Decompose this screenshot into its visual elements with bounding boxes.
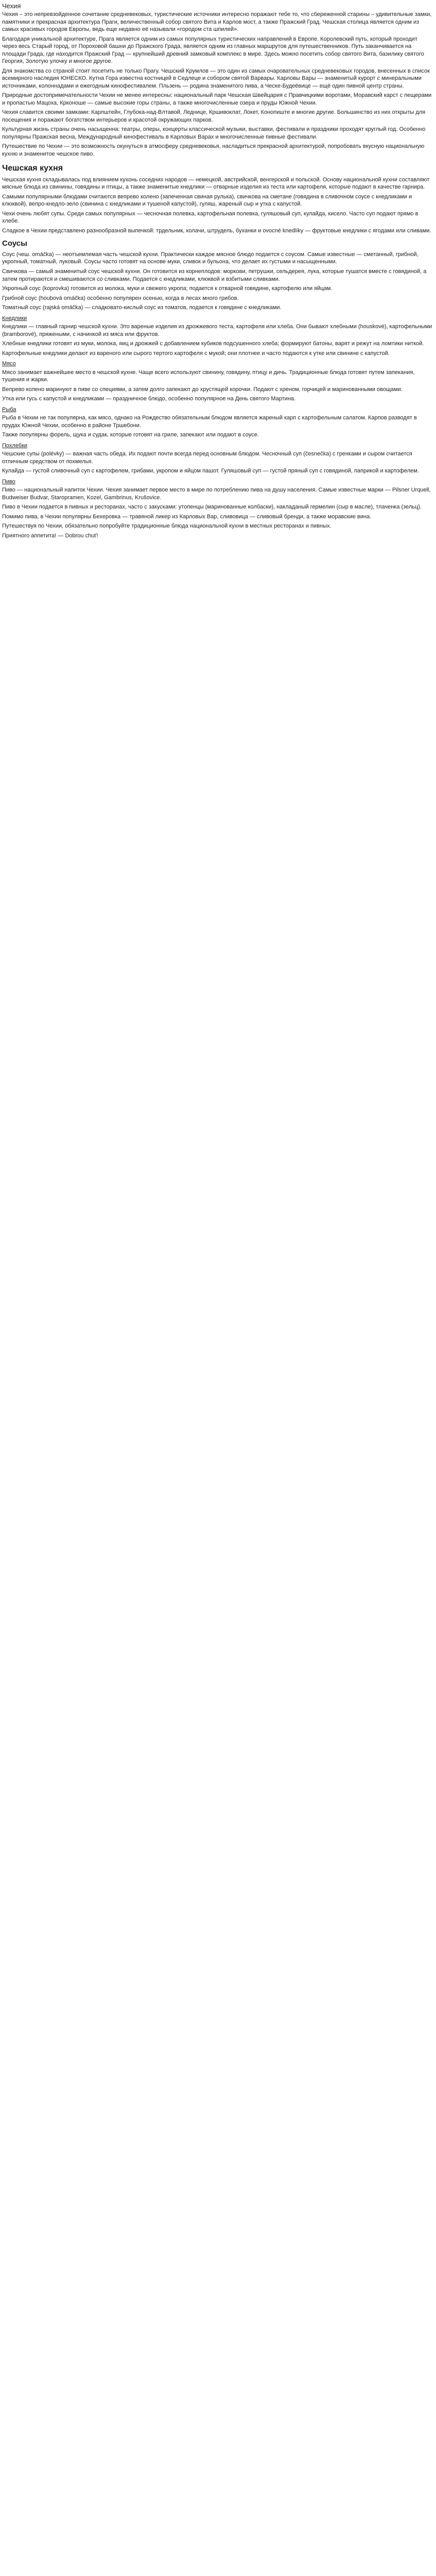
subsection-label: Рыба (2, 406, 16, 413)
cuisine-section (2, 176, 433, 235)
subsection (2, 315, 433, 358)
paragraph: Чешские супы (polévky) — важная часть обеда. Их подают почти всегда перед основным блюдом. Чесночный суп (česnečka) с гренками и сыром считается отличным средством от похмелья. (2, 451, 412, 465)
paragraph: Вепрево колено маринуют в пиве со специями, а затем долго запекают до хрустящей корочки. Подают с хреном, горчицей и маринованными овощами. (2, 386, 403, 393)
sauces-heading: Соусы (2, 239, 27, 248)
subsection-label: Похлебки (2, 442, 28, 449)
paragraph: Укропный соус (koprovka) готовится из молока, муки и свежего укропа; подается к отварной говядине, картофелю или яйцам. (2, 285, 333, 292)
closing-section (2, 522, 433, 539)
sauces-section (2, 251, 433, 312)
subsection (2, 442, 433, 475)
paragraph: Чехия – это непревзойденное сочетание средневековых, туристические источники интересно поражают тебе то, что сбереженной старины – удивительные замки, памятники и прекрасная архитектура Праги, величественный собор святого Вита и Карлов мост, а также Пражский Град. Чешская столица является одним из самых красивых городов Европы, ведь еще недавно её называли «городом ста шпилей». (2, 11, 432, 33)
subsection-label: Пиво (2, 478, 15, 485)
subsections (2, 315, 433, 521)
article (0, 0, 436, 539)
paragraph: Природные достопримечательности Чехии не менее интересны: национальный парк Чешская Швейцария с Правчицкими воротами, Моравский карст с пещерами и пропастью Мацоха, Крконоше — самые высокие горы страны, а также многочисленные озера и пруды Южной Чехии. (2, 92, 432, 106)
paragraph: Соус (чеш. omáčka) — неотъемлемая часть чешской кухни. Практически каждое мясное блюдо подается с соусом. Самые известные — сметанный, грибной, укропный, томатный, луковый. Соусы часто готовят на основе муки, сливок и бульона, что делает их густыми и насыщенными. (2, 251, 418, 265)
paragraph: Культурная жизнь страны очень насыщенна: театры, оперы, концерты классической музыки, выставки, фестивали и праздники проходят круглый год. Особенно популярны Пражская весна, Международный кинофестиваль в Карловых Варах и многочисленные пивные фестивали. (2, 126, 426, 140)
paragraph: Томатный соус (rajská omáčka) — сладковато-кислый соус из томатов, подается к говядине с кнедликами. (2, 304, 282, 311)
paragraph: Рыба в Чехии не так популярна, как мясо, однако на Рождество обязательным блюдом является жареный карп с картофельным салатом. Карпов разводят в прудах Южной Чехии, особенно в районе Тршебони. (2, 415, 417, 429)
paragraph: Грибной соус (houbová omáčka) особенно популярен осенью, когда в лесах много грибов. (2, 295, 239, 301)
cuisine-heading: Чешская кухня (2, 164, 63, 173)
paragraph: Пиво — национальный напиток Чехии. Чехия занимает первое место в мире по потреблению пива на душу населения. Самые известные марки — Pilsner Urquell, Budweiser Budvar, Staropramen, Kozel, Gambrinus, Krušovice. (2, 487, 431, 501)
page-title: Чехия (2, 2, 21, 10)
paragraph: Также популярны форель, щука и судак, которые готовят на гриле, запекают или подают в соусе. (2, 432, 259, 438)
intro-section (2, 11, 433, 158)
paragraph: Кнедлики — главный гарнир чешской кухни. Это вареные изделия из дрожжевого теста, картофеля или хлеба. Они бывают хлебными (houskové), картофельными (bramborové), пряжеными, с начинкой из мяса или фруктов. (2, 324, 432, 337)
paragraph: Чешская кухня складывалась под влиянием кухонь соседних народов — немецкой, австрийской, венгерской и польской. Основу национальной кухни составляют мясные блюда из свинины, говядины и птицы, а также знаменитые кнедлики — отварные изделия из теста или картофеля, которые подают в качестве гарнира. (2, 176, 430, 191)
paragraph: Мясо занимает важнейшее место в чешской кухне. Чаще всего используют свинину, говядину, птицу и дичь. Традиционные блюда готовят путем запекания, тушения и жарки. (2, 369, 415, 383)
paragraph: Кулайда — густой сливочный суп с картофелем, грибами, укропом и яйцом пашот. Гуляшовый суп — густой пряный суп с говядиной, паприкой и картофелем. (2, 468, 419, 474)
paragraph: Сладкое в Чехии представлено разнообразной выпечкой: трдельник, колачи, штрудель, буханки и ovocné knedlíky — фруктовые кнедлики с ягодами или сливами. (2, 227, 431, 234)
paragraph: Хлебные кнедлики готовят из муки, молока, яиц и дрожжей с добавлением кубиков подсушенного хлеба; формируют батоны, варят и режут на ломтики ниткой. (2, 341, 424, 347)
paragraph: Благодаря уникальной архитектуре, Прага является одним из самых популярных туристических направлений в Европе. Королевский путь, который проходит через весь Старый город, от Пороховой башни до Пражского Града, является одним из главных маршрутов для путешественников. Путь заканчивается на площади Града, где находится Пражский Град — крупнейший древний замковый комплекс в мире. Здесь можно посетить собор святого Вита, базилику святого Георгия, Золотую улочку и многое другое. (2, 36, 424, 65)
paragraph: Самыми популярными блюдами считаются вепрево колено (запеченная свиная рулька), свичкова на сметане (говядина в сливочном соусе с кнедликами и клюквой), вепрo-кнедло-зело (свинина с кнедликами и тушеной капустой), гуляш, жареный сыр и утка с капустой. (2, 193, 412, 208)
paragraph: Утка или гусь с капустой и кнедликами — праздничное блюдо, особенно популярное на День святого Мартина. (2, 396, 296, 402)
paragraph: Чехия славится своими замками: Карлштейн, Глубока-над-Влтавой, Леднице, Кршивоклат, Локет, Конопиште и многие другие. Большинство из них открыты для посещения и поражают богатством интерьеров и красотой окружающих парков. (2, 109, 426, 123)
paragraph: Картофельные кнедлики делают из вареного или сырого тертого картофеля с мукой; они плотнее и часто подаются к утке или свинине с капустой. (2, 350, 390, 357)
paragraph: Путешествуя по Чехии, обязательно попробуйте традиционные блюда национальной кухни в местных ресторанах и пивных. (2, 523, 332, 530)
paragraph: Свичкова — самый знаменитый соус чешской кухни. Он готовится из корнеплодов: моркови, петрушки, сельдерея, лука, которые тушатся вместе с говядиной, а затем протираются и смешиваются со сливками. Подается с кнедликами, клюквой и взбитыми сливками. (2, 268, 427, 282)
subsection (2, 406, 433, 439)
paragraph: Пиво в Чехии подается в пивных и ресторанах, часто с закусками: утопенцы (маринованные колбаски), накладаный гермелин (сыр в масле), тлаченка (зельц). (2, 504, 422, 511)
subsection-label: Мясо (2, 361, 16, 367)
subsection-label: Кнедлики (2, 315, 27, 321)
subsection (2, 360, 433, 403)
subsection (2, 478, 433, 521)
paragraph: Помимо пива, в Чехии популярны Бехеровка — травяной ликер из Карловых Вар, сливовица — сливовый бренди, а также моравские вина. (2, 513, 372, 520)
paragraph: Для знакомства со страной стоит посетить не только Прагу. Чешский Крумлов — это один из самых очаровательных средневековых городов, внесенных в список всемирного наследия ЮНЕСКО. Кутна Гора известна костницей в Седлеце и собором святой Варвары. Карловы Вары — знаменитый курорт с минеральными источниками, колоннадами и ежегодным кинофестивалем. Пльзень — родина знаменитого пива, а Ческе-Будеёвице — ещё один пивной центр страны. (2, 67, 430, 89)
paragraph: Чехи очень любят супы. Среди самых популярных — чесночная полевка, картофельная полевка, гуляшовый суп, кулайда, кисело. Часто суп подают прямо в хлебе. (2, 210, 418, 225)
paragraph: Приятного аппетита! — Dobrou chuť! (2, 532, 98, 539)
paragraph: Путешествие по Чехии — это возможность окунуться в атмосферу средневековья, насладиться прекрасной архитектурой, попробовать вкусную национальную кухню и знаменитое чешское пиво. (2, 143, 425, 157)
